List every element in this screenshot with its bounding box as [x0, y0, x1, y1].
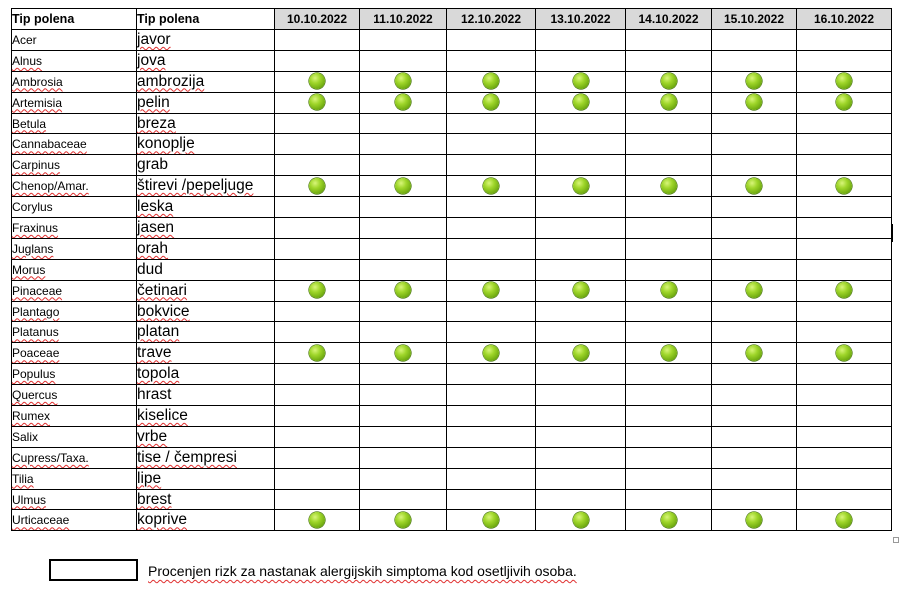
risk-cell: [712, 259, 797, 280]
pollen-local-name: ambrozija: [137, 71, 275, 92]
risk-dot-icon: [746, 282, 762, 298]
risk-cell: [536, 176, 626, 197]
risk-cell: [797, 364, 892, 385]
risk-cell: [447, 510, 536, 531]
risk-cell: [797, 30, 892, 51]
risk-cell: [447, 489, 536, 510]
pollen-local-name: koprive: [137, 510, 275, 531]
risk-cell: [797, 385, 892, 406]
risk-cell: [275, 238, 360, 259]
pollen-local-name: štirevi /pepeljuge: [137, 176, 275, 197]
risk-cell: [712, 426, 797, 447]
risk-cell: [797, 259, 892, 280]
risk-cell: [626, 301, 712, 322]
risk-cell: [447, 155, 536, 176]
risk-cell: [712, 197, 797, 218]
risk-cell: [536, 50, 626, 71]
risk-cell: [360, 426, 447, 447]
risk-cell: [360, 238, 447, 259]
table-row: [12, 50, 892, 71]
risk-cell: [360, 113, 447, 134]
risk-cell: [536, 364, 626, 385]
risk-dot-icon: [661, 345, 677, 361]
risk-cell: [536, 197, 626, 218]
risk-cell: [275, 364, 360, 385]
risk-dot-icon: [309, 512, 325, 528]
pollen-latin-name: Tilia: [12, 468, 137, 489]
pollen-local-name: bokvice: [137, 301, 275, 322]
table-row: [12, 301, 892, 322]
risk-dot-icon: [661, 178, 677, 194]
risk-cell: [360, 406, 447, 427]
table-row: [12, 385, 892, 406]
risk-cell: [626, 238, 712, 259]
risk-cell: [536, 259, 626, 280]
risk-cell: [626, 510, 712, 531]
risk-cell: [447, 343, 536, 364]
risk-cell: [626, 343, 712, 364]
risk-dot-icon: [483, 178, 499, 194]
risk-cell: [536, 343, 626, 364]
risk-cell: [275, 447, 360, 468]
table-row: [12, 218, 892, 239]
pollen-local-name: brest: [137, 489, 275, 510]
risk-cell: [447, 176, 536, 197]
risk-dot-icon: [309, 94, 325, 110]
pollen-latin-name: Ulmus: [12, 489, 137, 510]
header-local: Tip polena: [137, 9, 275, 30]
pollen-latin-name: Rumex: [12, 406, 137, 427]
table-row: [12, 134, 892, 155]
risk-cell: [712, 113, 797, 134]
pollen-latin-name: Cannabaceae: [12, 134, 137, 155]
risk-cell: [712, 468, 797, 489]
table-row: [12, 30, 892, 51]
table-row: [12, 92, 892, 113]
pollen-local-name: vrbe: [137, 426, 275, 447]
risk-cell: [536, 71, 626, 92]
risk-cell: [360, 50, 447, 71]
risk-dot-icon: [836, 178, 852, 194]
risk-cell: [536, 426, 626, 447]
risk-cell: [447, 71, 536, 92]
risk-cell: [712, 343, 797, 364]
risk-cell: [447, 322, 536, 343]
risk-cell: [360, 134, 447, 155]
risk-cell: [275, 134, 360, 155]
pollen-local-name: dud: [137, 259, 275, 280]
risk-dot-icon: [836, 73, 852, 89]
risk-cell: [712, 155, 797, 176]
risk-cell: [360, 92, 447, 113]
risk-cell: [536, 489, 626, 510]
pollen-local-name: tise / čempresi: [137, 447, 275, 468]
risk-dot-icon: [573, 282, 589, 298]
risk-cell: [797, 489, 892, 510]
pollen-local-name: leska: [137, 197, 275, 218]
table-row: [12, 489, 892, 510]
date-header: 14.10.2022: [626, 9, 712, 30]
risk-dot-icon: [836, 94, 852, 110]
risk-cell: [275, 489, 360, 510]
pollen-local-name: jasen: [137, 218, 275, 239]
risk-cell: [626, 30, 712, 51]
table-row: [12, 447, 892, 468]
risk-cell: [360, 322, 447, 343]
pollen-latin-name: Betula: [12, 113, 137, 134]
risk-cell: [712, 218, 797, 239]
risk-cell: [536, 155, 626, 176]
risk-cell: [626, 92, 712, 113]
risk-cell: [275, 406, 360, 427]
risk-cell: [712, 301, 797, 322]
risk-cell: [712, 510, 797, 531]
risk-dot-icon: [661, 73, 677, 89]
risk-cell: [712, 489, 797, 510]
risk-cell: [797, 218, 892, 239]
risk-cell: [447, 197, 536, 218]
risk-cell: [536, 510, 626, 531]
risk-cell: [797, 113, 892, 134]
pollen-latin-name: Populus: [12, 364, 137, 385]
risk-cell: [447, 406, 536, 427]
risk-cell: [275, 322, 360, 343]
risk-cell: [447, 385, 536, 406]
risk-cell: [447, 134, 536, 155]
risk-cell: [275, 510, 360, 531]
table-row: [12, 71, 892, 92]
risk-cell: [447, 238, 536, 259]
risk-cell: [447, 280, 536, 301]
risk-cell: [797, 176, 892, 197]
risk-cell: [360, 218, 447, 239]
risk-cell: [797, 197, 892, 218]
risk-cell: [712, 71, 797, 92]
risk-cell: [360, 301, 447, 322]
risk-cell: [447, 30, 536, 51]
risk-cell: [275, 426, 360, 447]
pollen-latin-name: Urticaceae: [12, 510, 137, 531]
risk-cell: [626, 218, 712, 239]
table-row: [12, 113, 892, 134]
risk-dot-icon: [746, 178, 762, 194]
table-row: [12, 364, 892, 385]
pollen-local-name: platan: [137, 322, 275, 343]
risk-cell: [626, 71, 712, 92]
pollen-latin-name: Salix: [12, 426, 137, 447]
risk-dot-icon: [395, 178, 411, 194]
pollen-local-name: kiselice: [137, 406, 275, 427]
table-row: [12, 176, 892, 197]
risk-dot-icon: [483, 345, 499, 361]
risk-cell: [275, 259, 360, 280]
risk-dot-icon: [395, 73, 411, 89]
pollen-latin-name: Quercus: [12, 385, 137, 406]
risk-cell: [447, 259, 536, 280]
risk-cell: [797, 322, 892, 343]
risk-cell: [275, 176, 360, 197]
legend-text: Procenjen rizk za nastanak alergijskih simptoma kod osetljivih osoba.: [148, 563, 577, 579]
risk-cell: [360, 343, 447, 364]
table-row: [12, 322, 892, 343]
risk-cell: [275, 71, 360, 92]
pollen-latin-name: Juglans: [12, 238, 137, 259]
table-row: [12, 468, 892, 489]
risk-dot-icon: [573, 345, 589, 361]
date-header: 13.10.2022: [536, 9, 626, 30]
risk-dot-icon: [395, 345, 411, 361]
pollen-local-name: grab: [137, 155, 275, 176]
risk-dot-icon: [746, 73, 762, 89]
risk-cell: [447, 301, 536, 322]
table-row: [12, 197, 892, 218]
risk-cell: [447, 447, 536, 468]
risk-dot-icon: [483, 73, 499, 89]
table-row: [12, 259, 892, 280]
table-row: [12, 343, 892, 364]
risk-cell: [275, 218, 360, 239]
risk-cell: [360, 489, 447, 510]
pollen-latin-name: Poaceae: [12, 343, 137, 364]
pollen-local-name: četinari: [137, 280, 275, 301]
risk-cell: [536, 447, 626, 468]
risk-cell: [360, 176, 447, 197]
table-row: [12, 238, 892, 259]
pollen-latin-name: Platanus: [12, 322, 137, 343]
risk-cell: [797, 92, 892, 113]
risk-dot-icon: [661, 94, 677, 110]
risk-cell: [275, 301, 360, 322]
risk-cell: [626, 176, 712, 197]
risk-cell: [797, 468, 892, 489]
risk-cell: [626, 322, 712, 343]
pollen-latin-name: Acer: [12, 30, 137, 51]
risk-cell: [275, 197, 360, 218]
risk-cell: [626, 426, 712, 447]
risk-cell: [797, 134, 892, 155]
risk-cell: [275, 155, 360, 176]
risk-cell: [275, 92, 360, 113]
risk-dot-icon: [661, 512, 677, 528]
pollen-latin-name: Pinaceae: [12, 280, 137, 301]
risk-dot-icon: [309, 73, 325, 89]
risk-cell: [626, 155, 712, 176]
risk-cell: [275, 385, 360, 406]
risk-cell: [536, 406, 626, 427]
risk-cell: [712, 50, 797, 71]
risk-dot-icon: [483, 512, 499, 528]
risk-dot-icon: [395, 282, 411, 298]
risk-cell: [626, 134, 712, 155]
risk-cell: [275, 50, 360, 71]
risk-cell: [536, 301, 626, 322]
risk-cell: [360, 155, 447, 176]
date-header: 16.10.2022: [797, 9, 892, 30]
risk-cell: [447, 468, 536, 489]
risk-dot-icon: [746, 345, 762, 361]
pollen-latin-name: Corylus: [12, 197, 137, 218]
risk-dot-icon: [573, 94, 589, 110]
risk-dot-icon: [395, 94, 411, 110]
risk-cell: [712, 364, 797, 385]
pollen-latin-name: Morus: [12, 259, 137, 280]
risk-cell: [712, 322, 797, 343]
pollen-local-name: hrast: [137, 385, 275, 406]
pollen-latin-name: Artemisia: [12, 92, 137, 113]
risk-cell: [536, 468, 626, 489]
risk-cell: [360, 510, 447, 531]
risk-cell: [626, 113, 712, 134]
risk-cell: [536, 30, 626, 51]
date-header: 15.10.2022: [712, 9, 797, 30]
table-resize-handle[interactable]: [893, 537, 899, 543]
header-latin: Tip polena: [12, 9, 137, 30]
pollen-latin-name: Cupress/Taxa.: [12, 447, 137, 468]
risk-cell: [536, 134, 626, 155]
risk-cell: [536, 92, 626, 113]
pollen-latin-name: Alnus: [12, 50, 137, 71]
table-row: [12, 155, 892, 176]
pollen-local-name: topola: [137, 364, 275, 385]
table-row: [12, 510, 892, 531]
table-body: [12, 30, 892, 531]
header-row: [12, 9, 892, 30]
risk-cell: [447, 364, 536, 385]
risk-dot-icon: [395, 512, 411, 528]
risk-dot-icon: [573, 512, 589, 528]
risk-cell: [712, 92, 797, 113]
pollen-local-name: jova: [137, 50, 275, 71]
risk-dot-icon: [483, 94, 499, 110]
risk-dot-icon: [746, 512, 762, 528]
risk-cell: [626, 489, 712, 510]
risk-cell: [797, 280, 892, 301]
risk-cell: [360, 259, 447, 280]
risk-cell: [536, 385, 626, 406]
pollen-latin-name: Fraxinus: [12, 218, 137, 239]
risk-cell: [712, 385, 797, 406]
risk-dot-icon: [309, 345, 325, 361]
risk-cell: [626, 468, 712, 489]
risk-dot-icon: [573, 73, 589, 89]
risk-cell: [797, 50, 892, 71]
risk-cell: [447, 113, 536, 134]
table-row: [12, 426, 892, 447]
pollen-local-name: trave: [137, 343, 275, 364]
pollen-local-name: konoplje: [137, 134, 275, 155]
pollen-table: [11, 8, 892, 531]
risk-dot-icon: [836, 512, 852, 528]
legend-swatch: [49, 559, 138, 581]
risk-cell: [360, 71, 447, 92]
risk-cell: [360, 364, 447, 385]
risk-cell: [712, 134, 797, 155]
risk-cell: [626, 406, 712, 427]
risk-cell: [447, 50, 536, 71]
risk-cell: [360, 197, 447, 218]
table-row: [12, 280, 892, 301]
pollen-latin-name: Ambrosia: [12, 71, 137, 92]
risk-cell: [797, 510, 892, 531]
date-header: 10.10.2022: [275, 9, 360, 30]
risk-cell: [797, 406, 892, 427]
risk-cell: [536, 322, 626, 343]
pollen-latin-name: Carpinus: [12, 155, 137, 176]
risk-cell: [626, 385, 712, 406]
risk-dot-icon: [746, 94, 762, 110]
pollen-local-name: breza: [137, 113, 275, 134]
risk-cell: [712, 238, 797, 259]
risk-cell: [797, 301, 892, 322]
risk-cell: [275, 280, 360, 301]
risk-cell: [275, 343, 360, 364]
pollen-local-name: pelin: [137, 92, 275, 113]
risk-cell: [447, 426, 536, 447]
risk-cell: [712, 280, 797, 301]
date-header: 12.10.2022: [447, 9, 536, 30]
risk-cell: [360, 468, 447, 489]
risk-cell: [797, 426, 892, 447]
risk-cell: [447, 92, 536, 113]
risk-cell: [626, 447, 712, 468]
risk-cell: [536, 280, 626, 301]
pollen-latin-name: Plantago: [12, 301, 137, 322]
pollen-local-name: orah: [137, 238, 275, 259]
risk-cell: [712, 447, 797, 468]
risk-cell: [626, 259, 712, 280]
risk-cell: [536, 238, 626, 259]
risk-cell: [712, 176, 797, 197]
risk-cell: [797, 155, 892, 176]
table-edge-mark: [892, 224, 893, 242]
risk-cell: [360, 385, 447, 406]
table-row: [12, 406, 892, 427]
pollen-local-name: lipe: [137, 468, 275, 489]
risk-cell: [360, 447, 447, 468]
risk-cell: [275, 113, 360, 134]
risk-cell: [360, 280, 447, 301]
risk-dot-icon: [483, 282, 499, 298]
risk-dot-icon: [309, 282, 325, 298]
pollen-latin-name: Chenop/Amar.: [12, 176, 137, 197]
risk-cell: [797, 447, 892, 468]
risk-cell: [447, 218, 536, 239]
risk-cell: [626, 364, 712, 385]
risk-dot-icon: [836, 345, 852, 361]
risk-cell: [275, 30, 360, 51]
risk-dot-icon: [836, 282, 852, 298]
risk-cell: [712, 406, 797, 427]
date-header: 11.10.2022: [360, 9, 447, 30]
risk-cell: [712, 30, 797, 51]
risk-cell: [626, 280, 712, 301]
risk-cell: [536, 113, 626, 134]
risk-dot-icon: [661, 282, 677, 298]
risk-dot-icon: [309, 178, 325, 194]
risk-cell: [797, 71, 892, 92]
risk-dot-icon: [573, 178, 589, 194]
risk-cell: [797, 343, 892, 364]
risk-cell: [626, 50, 712, 71]
risk-cell: [797, 238, 892, 259]
risk-cell: [626, 197, 712, 218]
risk-cell: [275, 468, 360, 489]
pollen-local-name: javor: [137, 30, 275, 51]
risk-cell: [360, 30, 447, 51]
risk-cell: [536, 218, 626, 239]
